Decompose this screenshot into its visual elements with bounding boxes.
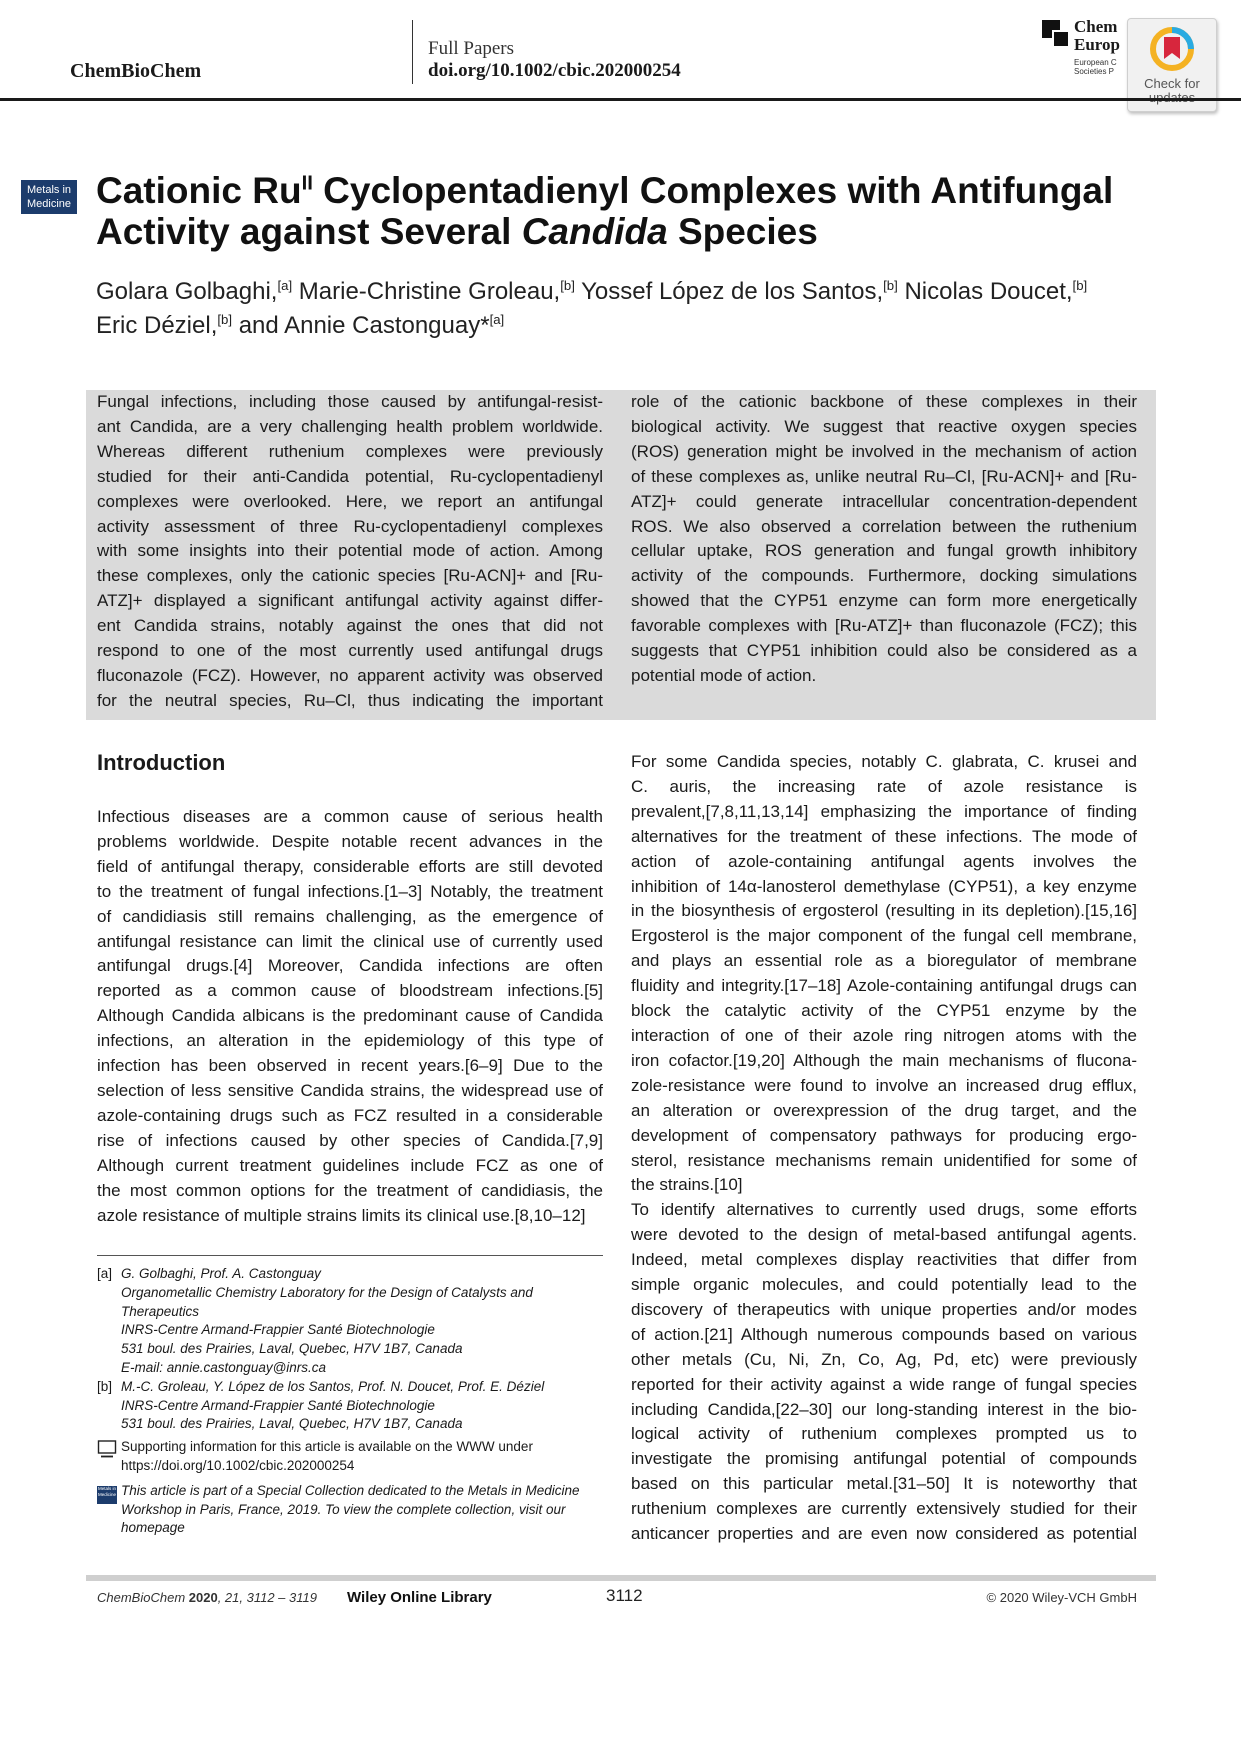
- abstract-line: ROS. We also observed a correlation between the ruthenium: [631, 516, 1137, 536]
- abstract-line: for the neutral species, Ru–Cl, thus indicating the important: [97, 690, 603, 710]
- footnote-line: 531 boul. des Prairies, Laval, Quebec, H7V 1B7, Canada: [121, 1341, 463, 1357]
- section-heading-introduction: Introduction: [97, 750, 226, 775]
- abstract-line: favorable complexes with [Ru-ATZ]+ than fluconazole (FCZ); this: [631, 616, 1137, 636]
- body-line: block the catalytic activity of the CYP51 enzyme by the: [631, 1001, 1137, 1021]
- abstract-line: fluconazole (FCZ). However, no apparent activity was observed: [97, 665, 603, 685]
- chemistry-europe-logo: Chem Europ European C Societies P: [1042, 18, 1130, 78]
- abstract-line: (ROS) generation might be involved in the mechanism of action: [631, 441, 1137, 461]
- abstract-line: showed that the CYP51 enzyme can form more energetically: [631, 591, 1137, 611]
- footnote-rule: [97, 1255, 603, 1256]
- metals-in-medicine-tag[interactable]: Metals in Medicine: [21, 180, 77, 214]
- abstract-line: role of the cationic backbone of these complexes in their: [631, 392, 1137, 411]
- crossmark-icon: [1148, 25, 1196, 73]
- body-line: logical activity of ruthenium complexes prompted us to: [631, 1424, 1137, 1444]
- abstract-line: Fungal infections, including those caused by antifungal-resist-: [97, 392, 603, 411]
- abstract-line: complexes were overlooked. Here, we report an antifungal: [97, 491, 603, 511]
- journal-name: ChemBioChem: [70, 60, 202, 82]
- body-line: an alteration or overexpression of the drug target, and the: [631, 1100, 1137, 1120]
- section-label: Full Papers: [428, 38, 515, 59]
- body-line: and plays an essential role as a bioregulator of membrane: [631, 951, 1137, 971]
- article-title: Cationic $Ru^{II}$ Cyclopentadienyl Complexes with Antifungal Activity against Several Candida Species: [96, 170, 1114, 252]
- body-line: based on this particular metal.[31–50] It is noteworthy that: [631, 1474, 1137, 1494]
- abstract-line: ATZ]+ displayed a significant antifungal activity against differ-: [97, 591, 603, 611]
- body-line: zole-resistance were found to involve an increased drug efflux,: [631, 1075, 1137, 1095]
- body-line: interaction of one of their azole ring nitrogen atoms with the: [631, 1025, 1137, 1045]
- header-divider: [412, 20, 413, 84]
- body-line: Infectious diseases are a common cause of serious health: [97, 807, 603, 826]
- body-line: fluidity and integrity.[17–18] Azole-containing antifungal drugs can: [631, 976, 1137, 996]
- footnote-line: M.-C. Groleau, Y. López de los Santos, Prof. N. Doucet, Prof. E. Déziel: [121, 1378, 545, 1394]
- body-line: alternatives for the treatment of these infections. The mode of: [631, 826, 1137, 846]
- body-line: sterol, resistance mechanisms remain unidentified for some of: [631, 1150, 1137, 1170]
- body-line: Indeed, metal complexes display reactivities that differ from: [631, 1250, 1137, 1270]
- footnote-line: INRS-Centre Armand-Frappier Santé Biotechnologie: [121, 1322, 435, 1338]
- body-line: reported as a common cause of bloodstream infections.[5]: [97, 981, 603, 1001]
- footnote-line: 531 boul. des Prairies, Laval, Quebec, H7V 1B7, Canada: [121, 1416, 463, 1432]
- body-line: Ergosterol is the major component of the fungal cell membrane,: [631, 926, 1137, 946]
- footnote-line: E-mail: annie.castonguay@inrs.ca: [121, 1359, 327, 1375]
- body-line: the strains.[10]: [631, 1175, 743, 1195]
- page-number: 3112: [606, 1586, 643, 1605]
- abstract-line: potential mode of action.: [631, 665, 817, 685]
- abstract-line: ent Candida strains, notably against the ones that did not: [97, 616, 603, 636]
- footer-rule: [86, 1575, 1156, 1581]
- abstract-line: these complexes, only the cationic species [Ru-ACN]+ and [Ru-: [97, 566, 603, 586]
- computer-icon: [97, 1440, 117, 1458]
- body-line: including Candida,[22–30] our long-standing interest in the bio-: [631, 1399, 1137, 1419]
- abstract-right-column: [631, 390, 1137, 689]
- body-line: in the biosynthesis of ergosterol (resulting in its depletion).[15,16]: [631, 901, 1137, 921]
- body-line: antifungal drugs.[4] Moreover, Candida infections are often: [97, 956, 603, 976]
- abstract-line: cellular uptake, ROS generation and fungal growth inhibitory: [631, 541, 1137, 561]
- body-line: development of compensatory pathways for producing ergo-: [631, 1125, 1137, 1145]
- body-line: iron cofactor.[19,20] Although the main mechanisms of flucona-: [631, 1050, 1137, 1070]
- abstract-line: suggests that CYP51 inhibition could also be considered as a: [631, 641, 1137, 661]
- abstract-line: activity of the compounds. Furthermore, docking simulations: [631, 566, 1137, 586]
- body-line: azole-containing drugs such as FCZ resulted in a considerable: [97, 1105, 603, 1125]
- citation-line: ChemBioChem 2020, 21, 3112 – 3119: [97, 1590, 317, 1605]
- abstract-left-column: [97, 390, 603, 714]
- body-line: inhibition of 14α-lanosterol demethylase (CYP51), a key enzyme: [631, 876, 1137, 896]
- body-line: other metals (Cu, Ni, Zn, Co, Ag, Pd, etc) were previously: [631, 1349, 1137, 1369]
- body-line: of candidiasis still remains challenging, as the emergence of: [97, 906, 603, 926]
- affiliation-a: [a] G. Golbaghi, Prof. A. Castonguay Organometallic Chemistry Laboratory for the Design of Catalysts and Therapeutics INRS-Centre Armand-Frappier Santé Biotechnologie 531 boul. des Prairies, Laval, Quebec, H7V 1B7, Canada E-mail: annie.castonguay@inrs.ca: [97, 1265, 603, 1378]
- doi-link[interactable]: doi.org/10.1002/cbic.202000254: [428, 60, 681, 81]
- body-line: action of azole-containing antifungal agents involves the: [631, 851, 1137, 871]
- body-left-column: [97, 805, 603, 1228]
- body-line: For some Candida species, notably C. glabrata, C. krusei and: [631, 752, 1137, 771]
- body-line: selection of less sensitive Candida strains, the widespread use of: [97, 1080, 603, 1100]
- footnote-line: Organometallic Chemistry Laboratory for the Design of Catalysts and Therapeutics: [121, 1284, 533, 1319]
- body-line: C. auris, the increasing rate of azole resistance is: [631, 776, 1137, 796]
- abstract-line: ATZ]+ could generate intracellular concentration-dependent: [631, 491, 1137, 511]
- abstract-line: of these complexes as, unlike neutral Ru–Cl, [Ru-ACN]+ and [Ru-: [631, 466, 1137, 486]
- body-line: reported for their activity against a wide range of fungal species: [631, 1374, 1137, 1394]
- check-for-updates-badge[interactable]: Check for: [1127, 18, 1217, 112]
- body-line: rise of infections caused by other species of Candida.[7,9]: [97, 1130, 603, 1150]
- abstract-line: activity assessment of three Ru-cyclopentadienyl complexes: [97, 516, 603, 536]
- body-line: Although Candida albicans is the predominant cause of Candida: [97, 1006, 603, 1026]
- footnote-line: G. Golbaghi, Prof. A. Castonguay: [121, 1266, 321, 1281]
- body-line: of action.[21] Although numerous compounds based on various: [631, 1324, 1137, 1344]
- wiley-online-library-link[interactable]: Wiley Online Library: [347, 1589, 492, 1606]
- body-line: discovery of therapeutics with unique properties and/or modes: [631, 1299, 1137, 1319]
- affiliation-footnotes: [97, 1265, 603, 1538]
- body-line: ruthenium complexes are currently extensively studied for their: [631, 1499, 1137, 1519]
- body-line: antifungal resistance can limit the clinical use of currently used: [97, 931, 603, 951]
- abstract-line: respond to one of the most currently used antifungal drugs: [97, 641, 603, 661]
- body-line: azole resistance of multiple strains limits its clinical use.[8,10–12]: [97, 1205, 586, 1225]
- footnote-line: INRS-Centre Armand-Frappier Santé Biotechnologie: [121, 1397, 435, 1413]
- metals-in-medicine-mini-tag: Metals in Medicine: [97, 1486, 117, 1504]
- body-line: Although current treatment guidelines include FCZ as one of: [97, 1155, 603, 1175]
- body-line: were devoted to the design of metal-based antifungal agents.: [631, 1225, 1137, 1245]
- supporting-info-note: [97, 1438, 603, 1476]
- abstract-line: biological activity. We suggest that reactive oxygen species: [631, 416, 1137, 436]
- body-line: simple organic molecules, and could potentially lead to the: [631, 1275, 1137, 1295]
- abstract-line: Whereas different ruthenium complexes were previously: [97, 441, 603, 461]
- header-rule: [0, 98, 1241, 101]
- abstract-line: studied for their anti-Candida potential, Ru-cyclopentadienyl: [97, 466, 603, 486]
- body-line: anticancer properties and are even now considered as potential: [631, 1524, 1137, 1544]
- special-collection-text: This article is part of a Special Collection dedicated to the Metals in Medicine Workshop in Paris, France, 2019. To view the complete collection, visit our homepage: [121, 1482, 580, 1536]
- body-line: To identify alternatives to currently used drugs, some efforts: [631, 1200, 1137, 1220]
- body-line: infection has been observed in recent years.[6–9] Due to the: [97, 1056, 603, 1076]
- body-line: problems worldwide. Despite notable recent advances in the: [97, 831, 603, 851]
- abstract-line: ant Candida, are a very challenging health problem worldwide.: [97, 416, 603, 436]
- body-line: investigate the promising antifungal potential of compounds: [631, 1449, 1137, 1469]
- body-line: infections, an alteration in the epidemiology of this type of: [97, 1031, 603, 1051]
- special-collection-note: [97, 1482, 603, 1538]
- supporting-info-text: Supporting information for this article is available on the WWW under https://doi.org/10.1002/cbic.202000254: [121, 1439, 533, 1473]
- body-line: prevalent,[7,8,11,13,14] emphasizing the importance of finding: [631, 801, 1137, 821]
- author-list: Golara Golbaghi,[a] Marie-Christine Groleau,[b] Yossef López de los Santos,[b] Nicolas Doucet,[b] Eric Déziel,[b] and Annie Castonguay*[a]: [96, 278, 1088, 339]
- body-line: the most common options for the treatment of candidiasis, the: [97, 1180, 603, 1200]
- copyright: © 2020 Wiley-VCH GmbH: [986, 1590, 1137, 1605]
- abstract-line: with some insights into their potential mode of action. Among: [97, 541, 603, 561]
- body-right-column: [631, 750, 1137, 1547]
- affiliation-b: [b] M.-C. Groleau, Y. López de los Santos, Prof. N. Doucet, Prof. E. Déziel INRS-Centre Armand-Frappier Santé Biotechnologie 531 boul. des Prairies, Laval, Quebec, H7V 1B7, Canada: [97, 1378, 603, 1434]
- body-line: to the treatment of fungal infections.[1–3] Notably, the treatment: [97, 881, 603, 901]
- body-line: field of antifungal therapy, considerable efforts are still devoted: [97, 856, 603, 876]
